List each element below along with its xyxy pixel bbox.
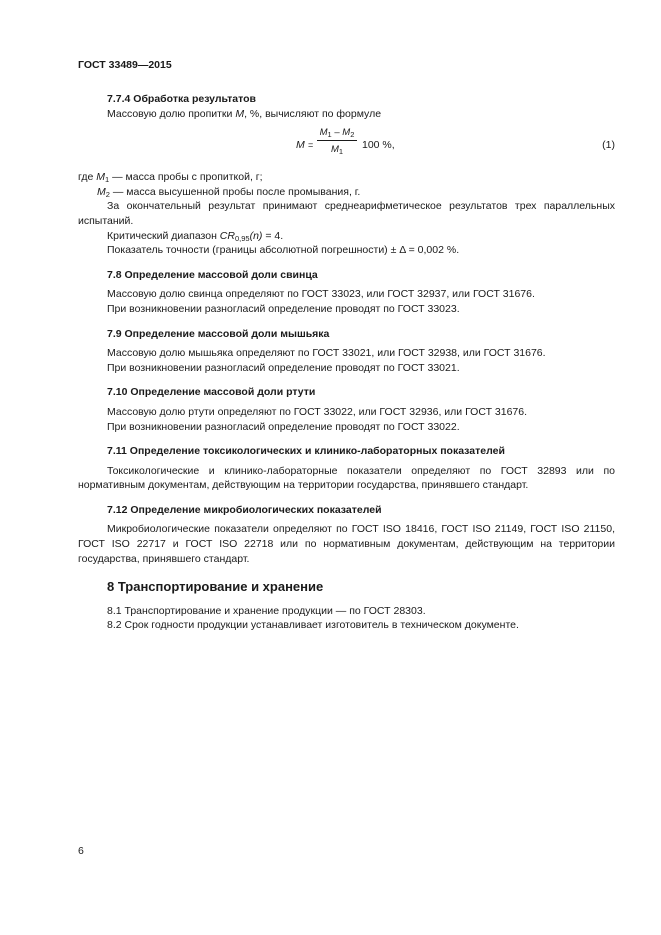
where1-text: — масса пробы с пропиткой, г;: [109, 171, 263, 184]
section-7-12-p1: Микробиологические показатели определяют по ГОСТ ISO 18416, ГОСТ ISO 21149, ГОСТ ISO 21150, ГОСТ ISO 22717 и ГОСТ ISO 22718 или по нормативным документам, действующим на территории государства, принявшего стандарт.: [78, 523, 615, 565]
critical-range: [78, 229, 615, 244]
section-8-1: 8.1 Транспортирование и хранение продукции — по ГОСТ 28303.: [107, 604, 426, 617]
formula-fraction: [317, 126, 357, 156]
where-line-1: [78, 170, 615, 185]
formula-denominator: [317, 141, 357, 156]
critical-range-var: CR: [219, 229, 235, 242]
formula-intro-tail: , %, вычисляют по формуле: [244, 107, 382, 120]
formula-intro: [78, 107, 615, 122]
section-7-11-heading: 7.11 Определение токсикологических и клинико-лабораторных показателей: [107, 445, 505, 458]
formula-number: (1): [602, 139, 615, 152]
formula-1: [78, 126, 615, 166]
numerator-var-b: M: [342, 127, 351, 139]
where2-variable: M: [97, 185, 106, 198]
numerator-var-a: M: [319, 127, 328, 139]
critical-range-n: (n): [249, 229, 263, 242]
section-8-2: 8.2 Срок годности продукции устанавливает изготовитель в техническом документе.: [107, 619, 519, 632]
section-7-7-4-heading: 7.7.4 Обработка результатов: [107, 93, 256, 105]
formula-lhs: M: [296, 139, 305, 152]
where-prefix: где: [78, 171, 97, 184]
final-result-paragraph: За окончательный результат принимают среднеарифметическое результатов трех параллельных испытаний.: [78, 200, 615, 227]
where1-sub: 1: [105, 175, 110, 185]
numerator-minus: –: [331, 127, 343, 139]
formula-equals: =: [308, 140, 314, 151]
section-7-9-p2: При возникновении разногласий определение проводят по ГОСТ 33021.: [107, 361, 460, 374]
denominator-sub: 1: [338, 147, 344, 157]
numerator-sub-b: 2: [350, 130, 355, 140]
formula-intro-variable: M: [235, 107, 245, 120]
formula-numerator: [317, 126, 357, 141]
section-7-8-heading: 7.8 Определение массовой доли свинца: [107, 268, 318, 281]
section-7-10-p1: Массовую долю ртути определяют по ГОСТ 33022, или ГОСТ 32936, или ГОСТ 31676.: [107, 405, 528, 418]
formula-intro-text: Массовую долю пропитки: [107, 107, 236, 120]
critical-range-value: = 4.: [262, 229, 284, 242]
numerator-sub-a: 1: [327, 130, 332, 140]
where2-text: — масса высушенной пробы после промывания, г.: [109, 185, 361, 198]
section-7-10-heading: 7.10 Определение массовой доли ртути: [107, 386, 316, 399]
section-8-heading: 8 Транспортирование и хранение: [107, 579, 324, 595]
page-number: 6: [78, 845, 84, 857]
critical-range-text: Критический диапазон: [107, 229, 220, 242]
section-7-8-p2: При возникновении разногласий определение проводят по ГОСТ 33023.: [107, 302, 460, 315]
denominator-var: M: [330, 144, 339, 156]
section-7-8-p1: Массовую долю свинца определяют по ГОСТ 33023, или ГОСТ 32937, или ГОСТ 31676.: [107, 288, 535, 301]
section-7-10-p2: При возникновении разногласий определение проводят по ГОСТ 33022.: [107, 420, 460, 433]
where2-sub: 2: [105, 189, 110, 199]
section-7-9-p1: Массовую долю мышьяка определяют по ГОСТ 33021, или ГОСТ 32938, или ГОСТ 31676.: [107, 347, 546, 360]
section-7-12-heading: 7.12 Определение микробиологических показателей: [107, 503, 382, 516]
formula-multiplier: 100 %,: [362, 139, 395, 152]
where-line-2: [78, 185, 615, 200]
accuracy-indicator: Показатель точности (границы абсолютной погрешности) ± Δ = 0,002 %.: [107, 244, 460, 257]
document-header: ГОСТ 33489—2015: [78, 59, 172, 71]
section-7-9-heading: 7.9 Определение массовой доли мышьяка: [107, 327, 330, 340]
page-content: [78, 92, 615, 633]
section-7-11-p1: Токсикологические и клинико-лабораторные показатели определяют по ГОСТ 32893 или по нормативным документам, действующим на территории государства, принявшего стандарт.: [78, 464, 615, 492]
critical-range-sub: 0,95: [234, 233, 250, 243]
where1-variable: M: [96, 171, 105, 184]
